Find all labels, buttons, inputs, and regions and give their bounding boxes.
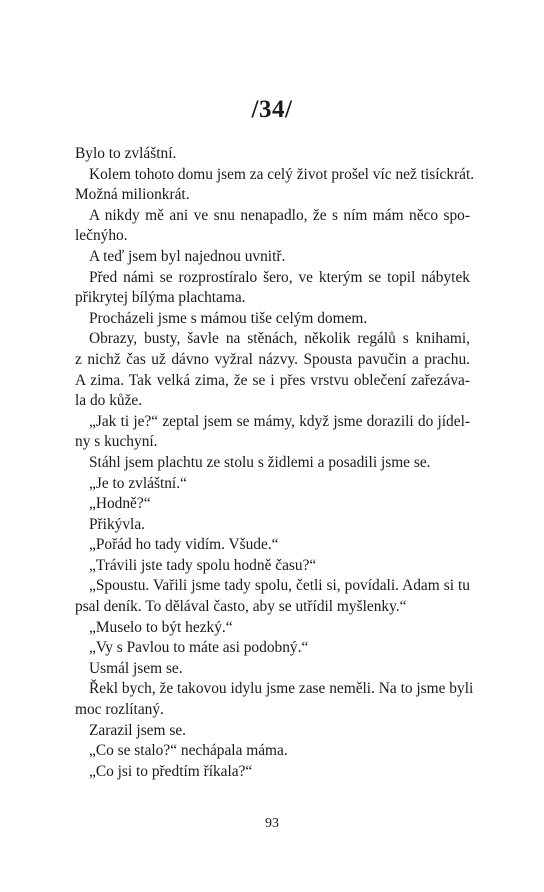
text-line: Usmál jsem se. [89, 659, 183, 677]
text-line: Procházeli jsme s mámou tiše celým domem. [89, 309, 368, 327]
text-line: Stáhl jsem plachtu ze stolu s židlemi a posadili jsme se. [89, 453, 431, 471]
text-line: Kolem tohoto domu jsem za celý život prošel víc než tisíckrát. [89, 165, 475, 183]
text-line: „Spoustu. Vařili jsme tady spolu, četli si, povídali. Adam si tu [89, 577, 470, 595]
page-number: 93 [265, 816, 279, 831]
text-line: z nichž čas už dávno vyžral názvy. Spousta pavučin a prachu. [75, 350, 470, 368]
text-line: Přikývla. [89, 515, 146, 533]
text-line: A zima. Tak velká zima, že se i přes vrstvu oblečení zařezáva- [75, 371, 470, 389]
text-line: moc rozlítaný. [75, 701, 164, 719]
text-line: Před námi se rozprostíralo šero, ve kterým se topil nábytek [89, 268, 470, 286]
text-line: „Muselo to být hezký.“ [89, 618, 233, 636]
text-line: A teď jsem byl najednou uvnitř. [89, 247, 286, 265]
text-line: „Je to zvláštní.“ [89, 474, 187, 492]
text-line: „Trávili jste tady spolu hodně času?“ [89, 556, 317, 574]
text-line: Řekl bych, že takovou idylu jsme zase neměli. Na to jsme byli [89, 680, 474, 698]
body-text [75, 144, 475, 782]
text-line: psal deník. To dělával často, aby se utřídil myšlenky.“ [75, 598, 407, 616]
text-line: přikrytej bílýma plachtama. [75, 289, 246, 307]
text-line: Možná milionkrát. [75, 186, 190, 204]
text-line: Obrazy, busty, šavle na stěnách, několik regálů s knihami, [89, 330, 470, 348]
text-line: ny s kuchyní. [75, 433, 158, 451]
text-line: la do kůže. [75, 392, 143, 410]
text-line: „Hodně?“ [89, 495, 151, 513]
text-line: Bylo to zvláštní. [75, 145, 177, 162]
text-line: „Jak ti je?“ zeptal jsem se mámy, když jsme dorazili do jídel- [89, 412, 470, 430]
chapter-heading: /34/ [251, 96, 293, 123]
text-line: „Pořád ho tady vidím. Všude.“ [89, 536, 279, 554]
text-line: „Co se stalo?“ nechápala máma. [89, 742, 288, 760]
text-line: „Vy s Pavlou to máte asi podobný.“ [89, 639, 309, 657]
text-line: A nikdy mě ani ve snu nenapadlo, že s ním mám něco spo- [89, 206, 470, 224]
text-line: Zarazil jsem se. [89, 721, 187, 739]
text-line: „Co jsi to předtím říkala?“ [89, 762, 253, 780]
text-line: lečnýho. [75, 227, 128, 245]
